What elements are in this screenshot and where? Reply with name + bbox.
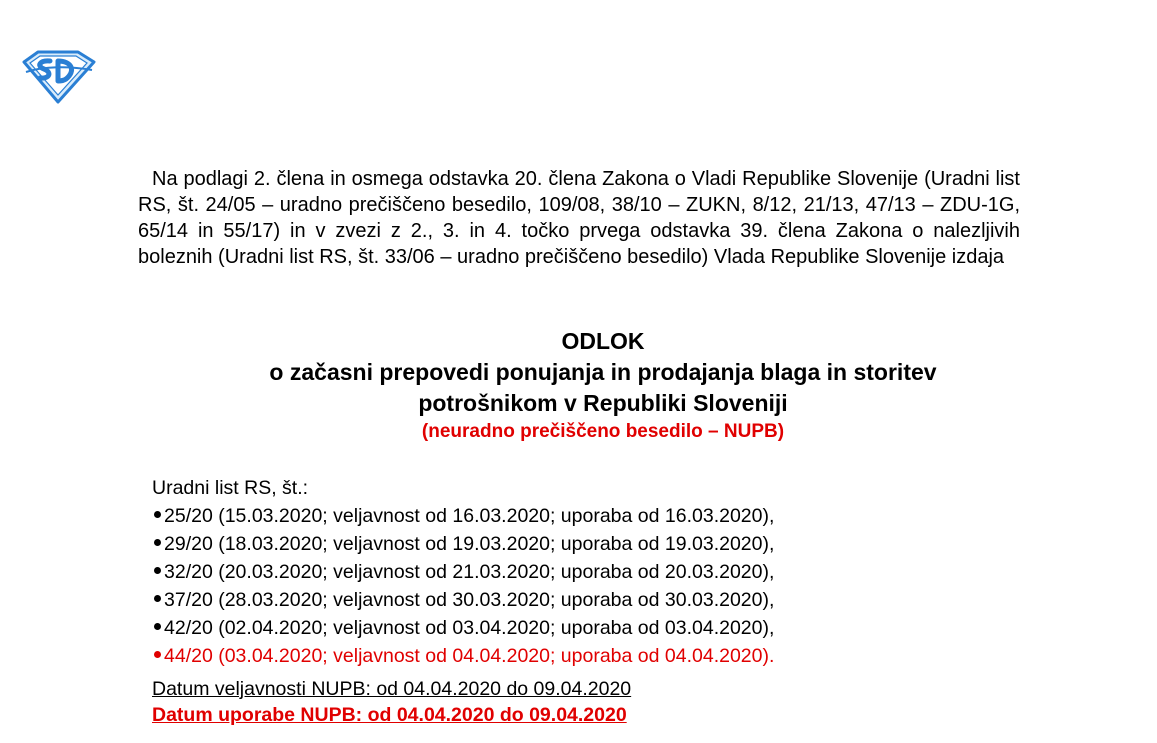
gazette-entry bbox=[152, 614, 1052, 642]
decree-subtitle-line-2: potrošnikom v Republiki Sloveniji bbox=[418, 390, 788, 416]
validity-dates bbox=[152, 676, 631, 728]
gazette-entry-text: 42/20 (02.04.2020; veljavnost od 03.04.2020; uporaba od 03.04.2020), bbox=[164, 617, 775, 639]
decree-title-block bbox=[138, 326, 1068, 445]
decree-subtitle-line-1: o začasni prepovedi ponujanja in prodajanja blaga in storitev bbox=[269, 359, 937, 385]
gazette-entry bbox=[152, 530, 1052, 558]
bullet-icon bbox=[154, 623, 161, 630]
decree-heading: ODLOK bbox=[561, 328, 645, 354]
shield-logo-icon bbox=[20, 48, 96, 104]
bullet-icon bbox=[154, 567, 161, 574]
gazette-references bbox=[152, 474, 1052, 670]
bullet-icon bbox=[154, 511, 161, 518]
gazette-heading: Uradni list RS, št.: bbox=[152, 477, 309, 499]
gazette-entry-text: 44/20 (03.04.2020; veljavnost od 04.04.2020; uporaba od 04.04.2020). bbox=[164, 645, 775, 667]
gazette-entry-text: 37/20 (28.03.2020; veljavnost od 30.03.2020; uporaba od 30.03.2020), bbox=[164, 589, 775, 611]
gazette-entry bbox=[152, 502, 1052, 530]
gazette-entry bbox=[152, 586, 1052, 614]
bullet-icon bbox=[154, 539, 161, 546]
gazette-entry-text: 32/20 (20.03.2020; veljavnost od 21.03.2020; uporaba od 20.03.2020), bbox=[164, 561, 775, 583]
gazette-list bbox=[152, 502, 1052, 670]
unofficial-consolidated-note: (neuradno prečiščeno besedilo – NUPB) bbox=[421, 421, 785, 442]
preamble-text: Na podlagi 2. člena in osmega odstavka 20. člena Zakona o Vladi Republike Slovenije (Uradni list RS, št. 24/05 – uradno prečiščeno besedilo, 109/08, 38/10 – ZUKN, 8/12, 21/13, 47/13 – ZDU-1G, 65/14 in 55/17) in v zvezi z 2., 3. in 4. točko prvega odstavka 39. člena Zakona o nalezljivih boleznih (Uradni list RS, št. 33/06 – uradno prečiščeno besedilo) Vlada Republike Slovenije izdaja bbox=[138, 168, 1020, 268]
gazette-entry-text: 29/20 (18.03.2020; veljavnost od 19.03.2020; uporaba od 19.03.2020), bbox=[164, 533, 775, 555]
bullet-icon bbox=[154, 595, 161, 602]
gazette-entry-latest bbox=[152, 642, 1052, 670]
bullet-icon bbox=[154, 651, 161, 658]
gazette-entry-text: 25/20 (15.03.2020; veljavnost od 16.03.2020; uporaba od 16.03.2020), bbox=[164, 505, 775, 527]
gazette-entry bbox=[152, 558, 1052, 586]
nupb-application-date: Datum uporabe NUPB: od 04.04.2020 do 09.04.2020 bbox=[152, 704, 627, 726]
nupb-validity-date: Datum veljavnosti NUPB: od 04.04.2020 do 09.04.2020 bbox=[152, 678, 632, 700]
